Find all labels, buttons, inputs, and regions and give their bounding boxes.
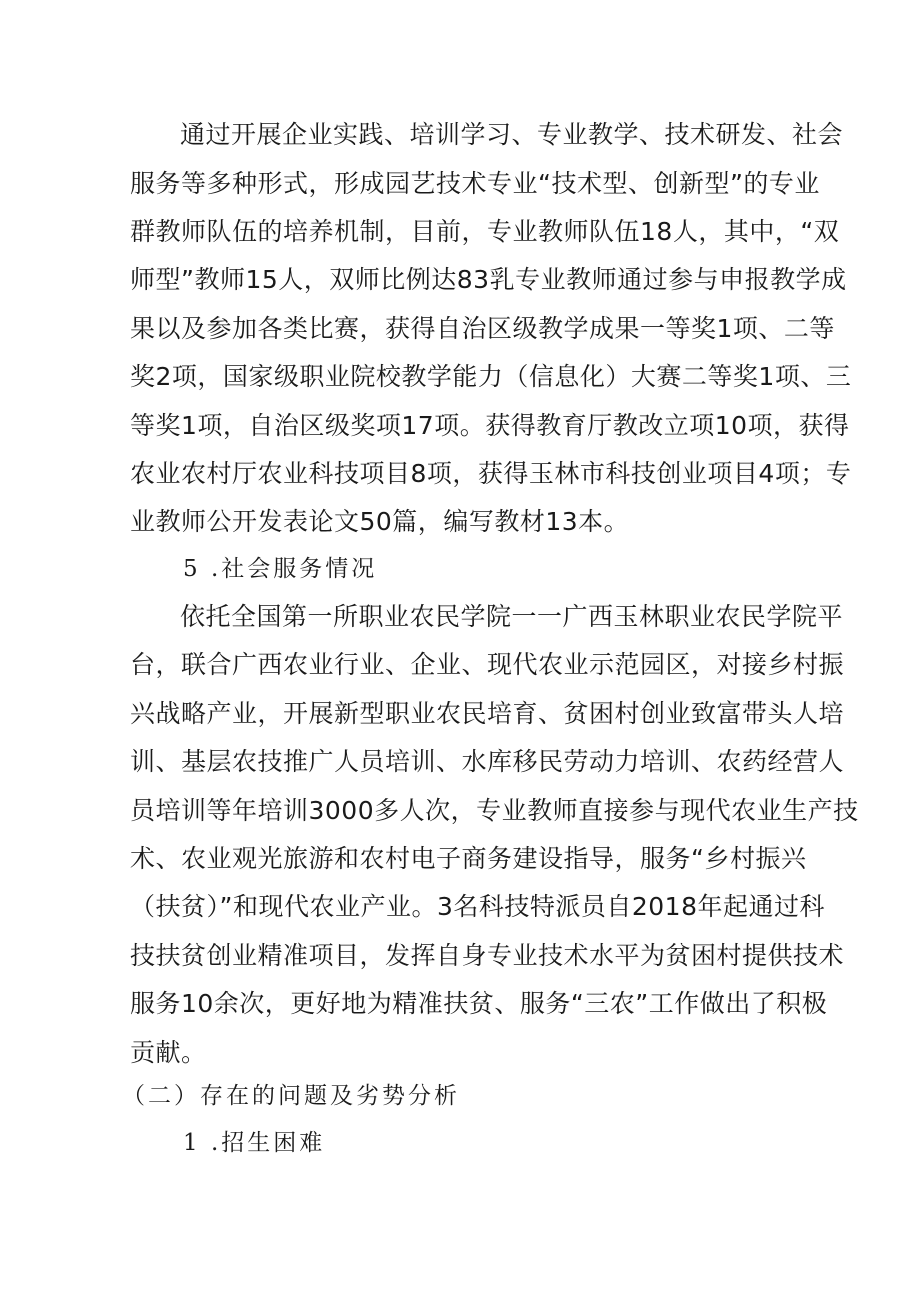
paragraph1-line-1: 通过开展企业实践、培训学习、专业教学、技术研发、社会	[180, 120, 844, 149]
paragraph2-line-1: 依托全国第一所职业农民学院一一广西玉林职业农民学院平	[180, 602, 844, 631]
paragraph2-line-5: 员培训等年培训3000多人次，专业教师直接参与现代农业生产技	[130, 796, 859, 825]
section-2-heading: （二）存在的问题及劣势分析	[122, 1083, 460, 1109]
paragraph2-line-10: 贡献。	[130, 1038, 207, 1067]
paragraph2-line-3: 兴战略产业，开展新型职业农民培育、贫困村创业致富带头人培	[130, 699, 845, 728]
paragraph2-line-4: 训、基层农技推广人员培训、水库移民劳动力培训、农药经营人	[130, 747, 845, 776]
paragraph2-line-9: 服务10余次，更好地为精准扶贫、服务“三农”工作做出了积极	[130, 989, 828, 1018]
paragraph2-line-2: 台，联合广西农业行业、企业、现代农业示范园区，对接乡村振	[130, 650, 845, 679]
paragraph1-line-3: 群教师队伍的培养机制，目前，专业教师队伍18人，其中，“双	[130, 217, 840, 246]
section-5-heading: 5 .社会服务情况	[183, 556, 378, 582]
paragraph1-line-5: 果以及参加各类比赛，获得自治区级教学成果一等奖1项、二等	[130, 314, 835, 343]
section-2-1-heading: 1 .招生困难	[183, 1130, 326, 1156]
paragraph1-line-4: 师型”教师15人，双师比例达83乳专业教师通过参与申报教学成	[130, 265, 847, 294]
paragraph2-line-7: （扶贫）”和现代农业产业。3名科技特派员自2018年起通过科	[130, 892, 825, 921]
paragraph1-line-9: 业教师公开发表论文50篇，编写教材13本。	[130, 507, 630, 536]
paragraph1-line-2: 服务等多种形式，形成园艺技术专业“技术型、创新型”的专业	[130, 169, 820, 198]
paragraph1-line-7: 等奖1项，自治区级奖项17项。获得教育厅教改立项10项，获得	[130, 411, 850, 440]
paragraph2-line-6: 术、农业观光旅游和农村电子商务建设指导，服务“乡村振兴	[130, 844, 807, 873]
paragraph1-line-8: 农业农村厅农业科技项目8项，获得玉林市科技创业项目4项；专	[130, 459, 852, 488]
paragraph1-line-6: 奖2项，国家级职业院校教学能力（信息化）大赛二等奖1项、三	[130, 362, 852, 391]
paragraph2-line-8: 技扶贫创业精准项目，发挥自身专业技术水平为贫困村提供技术	[130, 941, 845, 970]
